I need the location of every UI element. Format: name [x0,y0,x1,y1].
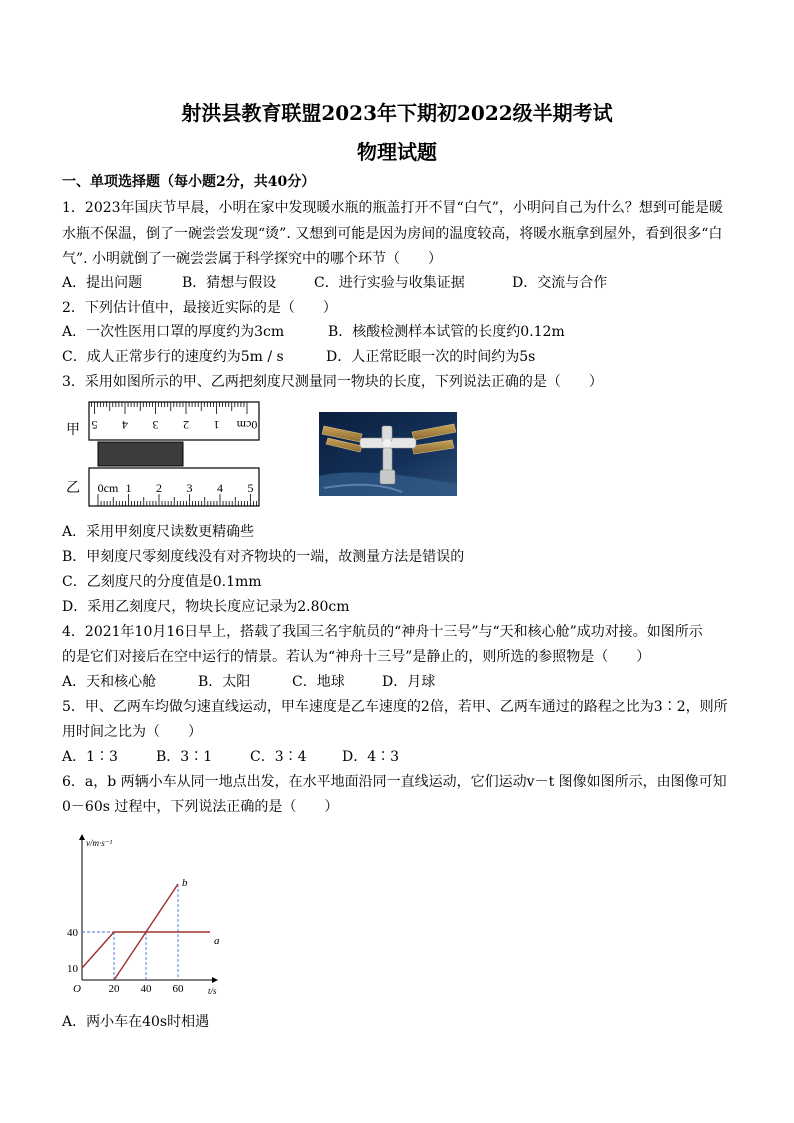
q5-option-b: B．3∶1 [156,749,213,765]
q6-option-a: A．两小车在40s时相遇 [62,1014,210,1030]
ruler-yi-tick-label: 5 [247,481,254,495]
measured-block [98,442,183,466]
ruler-jia-tick-label: 1 [213,418,220,432]
chart-series [82,884,210,980]
q1-line3: 气”. 小明就倒了一碗尝尝属于科学探究中的哪个环节（ ） [62,251,443,267]
ruler-yi-label: 乙 [66,481,80,496]
x-tick-label: 40 [140,983,152,995]
q5-option-d: D．4∶3 [342,749,400,765]
q2-option-a: A．一次性医用口罩的厚度约为3cm [62,324,285,340]
q1-line1: 1．2023年国庆节早晨，小明在家中发现暖水瓶的瓶盖打开不冒“白气”，小明问自己为什么？想到可能是暖 [62,200,723,216]
ruler-yi-tick-label: 4 [217,481,223,495]
q3-figure [62,396,464,508]
ruler-jia-tick-label: 2 [183,418,189,432]
q2-stem: 2．下列估计值中，最接近实际的是（ ） [62,300,337,316]
q3-option-d: D．采用乙刻度尺，物块长度应记录为2.80cm [62,599,350,615]
x-axis-label: t/s [208,986,217,996]
ruler-jia [89,402,259,440]
ruler-yi-tick-label: 2 [156,481,162,495]
ruler-jia-label: 甲 [66,423,80,438]
q6-line2: 0－60s 过程中，下列说法正确的是（ ） [62,799,339,815]
exam-title: 射洪县教育联盟2023年下期初2022级半期考试 [181,101,613,125]
q2-option-d: D．人正常眨眼一次的时间约为5s [326,349,536,365]
series-label-b: b [182,877,188,889]
chart-labels [67,838,220,996]
q6-line1: 6．a，b 两辆小车从同一地点出发，在水平地面沿同一直线运动，它们运动v－t 图像如图所示，由图像可知 [62,774,727,790]
q2-options-row1 [62,322,734,342]
y-tick-label: 10 [67,963,78,975]
q1-option-d: D．交流与合作 [512,275,608,291]
q3-option-a: A．采用甲刻度尺读数更精确些 [62,524,255,540]
q3-stem: 3．采用如图所示的甲、乙两把刻度尺测量同一物块的长度，下列说法正确的是（ ） [62,374,603,390]
q1-line2: 水瓶不保温，倒了一碗尝尝发现“烫”. 又想到可能是因为房间的温度较高，将暖水瓶拿到屋外，看到很多“白 [62,226,723,242]
x-axis-arrow [212,977,218,983]
q5-options [62,747,734,767]
q4-option-c: C．地球 [292,674,345,690]
q1-options [62,273,734,293]
ruler-yi-tick-label: 1 [125,481,132,495]
q3-option-c: C．乙刻度尺的分度值是0.1mm [62,574,262,590]
q4-option-a: A．天和核心舱 [62,674,157,690]
y-axis-label: v/m·s⁻¹ [86,838,113,848]
q5-option-c: C．3∶4 [250,749,307,765]
q5-option-a: A．1∶3 [62,749,118,765]
q4-options [62,672,734,692]
ruler-yi-tick-label: 0cm [97,481,119,495]
q5-line1: 5．甲、乙两车均做匀速直线运动，甲车速度是乙车速度的2倍，若甲、乙两车通过的路程之比为3∶2，则所 [62,699,728,715]
q4-line1: 4．2021年10月16日早上，搭载了我国三名宇航员的“神舟十三号”与“天和核心舱”成功对接。如图所示 [62,624,703,640]
space-station-photo [319,412,457,496]
ruler-yi-tick-label: 3 [186,481,193,495]
q1-option-b: B．猜想与假设 [182,275,277,291]
vt-chart [62,828,232,1000]
q3-option-b: B．甲刻度尺零刻度线没有对齐物块的一端，故测量方法是错误的 [62,549,465,565]
chart-axes [79,834,218,983]
series-label-a: a [214,935,220,947]
ruler-jia-tick-label: 4 [122,418,128,432]
q2-option-b: B．核酸检测样本试管的长度约0.12m [328,324,565,340]
ruler-jia-tick-label: 0cm [236,418,258,432]
ruler-jia-tick-label: 3 [152,418,159,432]
section-heading: 一、单项选择题（每小题2分，共40分） [62,174,316,190]
q1-option-a: A．提出问题 [62,275,143,291]
q2-option-c: C．成人正常步行的速度约为5m / s [62,349,284,365]
origin-label: O [73,983,81,995]
q1-option-c: C．进行实验与收集证据 [314,275,465,291]
q4-line2: 的是它们对接后在空中运行的情景。若认为“神舟十三号”是静止的，则所选的参照物是（ ） [62,649,651,665]
q4-option-d: D．月球 [382,674,436,690]
y-tick-label: 40 [67,927,78,939]
q5-line2: 用时间之比为（ ） [62,724,202,740]
y-axis-arrow [79,834,85,840]
exam-subtitle: 物理试题 [357,140,437,164]
q2-options-row2 [62,347,734,367]
x-tick-label: 60 [172,983,184,995]
q4-option-b: B．太阳 [198,674,251,690]
ruler-jia-tick-label: 5 [91,418,98,432]
x-tick-label: 20 [108,983,120,995]
